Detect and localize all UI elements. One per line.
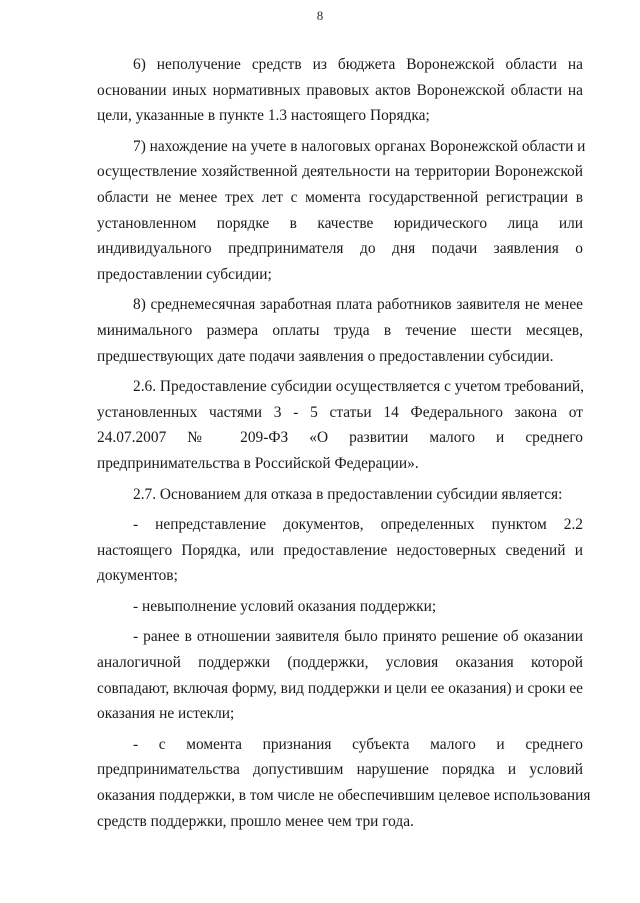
text-line: 7) нахождение на учете в налоговых органах Воронежской области и [133, 137, 586, 155]
paragraph [97, 482, 583, 508]
text-line: средств поддержки, прошло менее чем три года. [97, 812, 414, 830]
paragraph [97, 624, 583, 726]
text-line: совпадают, включая форму, вид поддержки и цели ее оказания) и сроки ее [97, 679, 583, 697]
text-line: аналогичной поддержки (поддержки, условия оказания которой [97, 654, 583, 672]
text-line: - невыполнение условий оказания поддержки; [133, 597, 437, 615]
text-line: - ранее в отношении заявителя было принято решение об оказании [133, 628, 583, 646]
paragraph [97, 374, 583, 476]
text-line: индивидуального предпринимателя до дня подачи заявления о [97, 240, 583, 258]
text-line: - с момента признания субъекта малого и среднего [133, 735, 583, 753]
text-line: 6) неполучение средств из бюджета Воронежской области на [133, 56, 583, 73]
text-line: предпринимательства допустившим нарушение порядка и условий [97, 761, 583, 779]
text-line: минимального размера оплаты труда в течение шести месяцев, [97, 321, 583, 339]
paragraph [97, 134, 586, 288]
text-line: 2.7. Основанием для отказа в предоставлении субсидии является: [133, 485, 563, 503]
text-line: 24.07.2007 № 209-ФЗ «О развитии малого и среднего [97, 429, 583, 447]
text-line: осуществление хозяйственной деятельности на территории Воронежской [97, 163, 583, 181]
text-line: предоставлении субсидии; [97, 265, 272, 283]
text-line: 8) среднемесячная заработная плата работников заявителя не менее [133, 296, 583, 314]
paragraph [97, 594, 583, 620]
paragraph [97, 292, 583, 369]
text-line: предшествующих дате подачи заявления о предоставлении субсидии. [97, 347, 554, 365]
text-line: области не менее трех лет с момента государственной регистрации в [97, 188, 583, 206]
text-line: - непредставление документов, определенных пунктом 2.2 [133, 516, 583, 534]
text-line: предпринимательства в Российской Федерации». [97, 454, 419, 472]
text-line: документов; [97, 567, 178, 585]
text-line: оказания не истекли; [97, 705, 235, 723]
page-number: 8 [316, 8, 324, 23]
text-line: 2.6. Предоставление субсидии осуществляется с учетом требований, [133, 378, 584, 396]
document-body [97, 52, 591, 839]
text-line: оказания поддержки, в том числе не обеспечившим целевое использования [97, 787, 591, 805]
paragraph [97, 732, 591, 834]
text-line: установленных частями 3 - 5 статьи 14 Федерального закона от [97, 403, 583, 421]
text-line: основании иных нормативных правовых актов Воронежской области на [97, 81, 583, 99]
text-line: установленном порядке в качестве юридического лица или [97, 214, 583, 232]
paragraph [97, 512, 583, 589]
text-line: настоящего Порядка, или предоставление недостоверных сведений и [97, 541, 583, 559]
paragraph [97, 52, 583, 129]
text-line: цели, указанные в пункте 1.3 настоящего Порядка; [97, 107, 430, 125]
